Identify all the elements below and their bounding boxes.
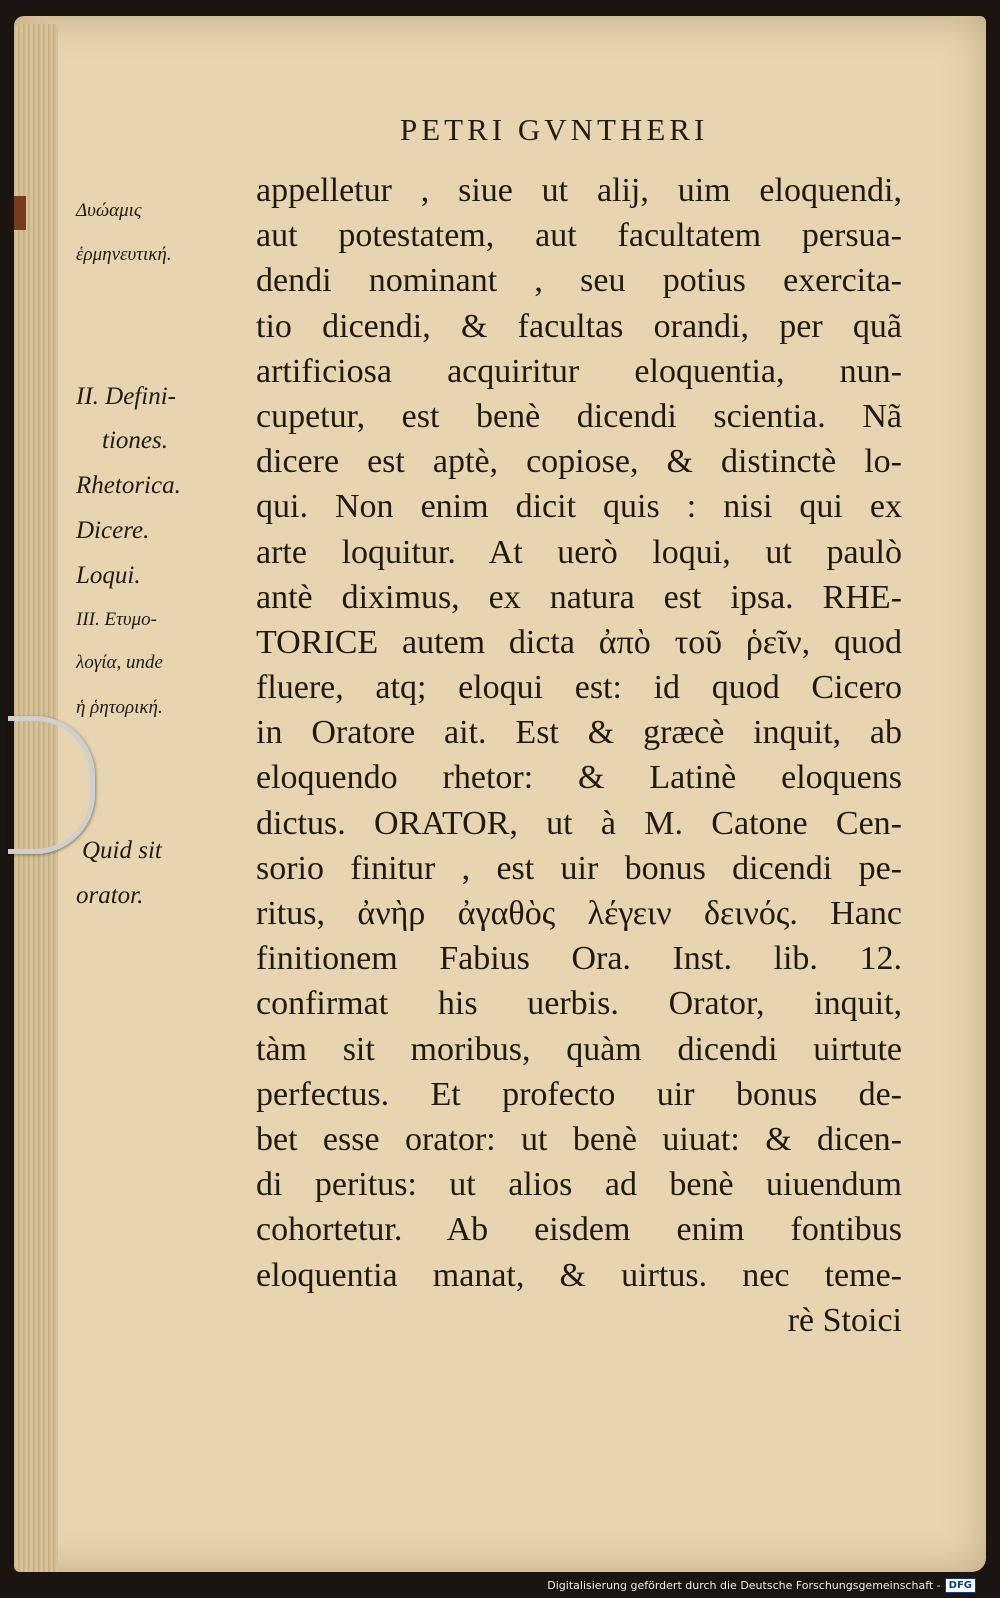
- text-line: appelletur , siue ut alij, uim eloquendi,: [256, 172, 902, 209]
- digitization-footer: [547, 1575, 976, 1595]
- text-line: bet esse orator: ut benè uiuat: & dicen-: [256, 1120, 902, 1158]
- text-line: tàm sit moribus, quàm dicendi uirtute: [256, 1030, 902, 1068]
- text-line: qui. Non enim dicit quis : nisi qui ex: [256, 488, 902, 526]
- margin-note: III. Ετυμο-: [76, 609, 157, 630]
- text-line: tio dicendi, & facultas orandi, per quã: [256, 307, 902, 345]
- margin-note: tiones.: [102, 427, 168, 454]
- margin-note: ἑρμηνευτική.: [76, 244, 172, 265]
- text-line: perfectus. Et profecto uir bonus de-: [256, 1075, 902, 1113]
- text-line: antè diximus, ex natura est ipsa. RHE-: [256, 578, 902, 616]
- margin-note: Loqui.: [76, 562, 141, 589]
- body-text: [256, 168, 902, 1343]
- text-line: fluere, atq; eloqui est: id quod Cicero: [256, 669, 902, 707]
- text-line: arte loquitur. At uerò loqui, ut paulò: [256, 533, 902, 571]
- page-clip: [8, 716, 95, 854]
- text-line: in Oratore ait. Est & græcè inquit, ab: [256, 714, 902, 752]
- text-line: dictus. ORATOR, ut à M. Catone Cen-: [256, 804, 902, 842]
- text-line: dendi nominant , seu potius exercita-: [256, 262, 902, 300]
- binding-strip: [14, 196, 26, 230]
- margin-note: λογία, unde: [76, 652, 163, 673]
- text-line: ritus, ἀνὴρ ἀγαθὸς λέγειν δεινός. Hanc: [256, 895, 902, 932]
- margin-note: Quid sit: [82, 837, 162, 864]
- margin-note: Δυώαμις: [76, 200, 142, 221]
- text-line: dicere est aptè, copiose, & distinctè lo-: [256, 443, 902, 481]
- text-line: eloquendo rhetor: & Latinè eloquens: [256, 759, 902, 797]
- margin-note: II. Defini-: [76, 383, 176, 410]
- margin-note: ἡ ῥητορική.: [76, 697, 163, 718]
- text-line: artificiosa acquiritur eloquentia, nun-: [256, 352, 902, 390]
- running-head: PETRI GVNTHERI: [400, 112, 709, 147]
- text-line: rè Stoici: [787, 1301, 902, 1339]
- text-line: finitionem Fabius Ora. Inst. lib. 12.: [256, 940, 902, 978]
- text-line: sorio finitur , est uir bonus dicendi pe-: [256, 849, 902, 887]
- footer-credit: Digitalisierung gefördert durch die Deutsche Forschungsgemeinschaft -: [547, 1578, 941, 1592]
- text-line: confirmat his uerbis. Orator, inquit,: [256, 985, 902, 1023]
- margin-note: Rhetorica.: [76, 472, 181, 499]
- text-line: di peritus: ut alios ad benè uiuendum: [256, 1166, 902, 1204]
- margin-note: Dicere.: [76, 517, 150, 544]
- text-line: cohortetur. Ab eisdem enim fontibus: [256, 1211, 902, 1249]
- text-line: eloquentia manat, & uirtus. nec teme-: [256, 1256, 902, 1294]
- dfg-logo: DFG: [945, 1578, 976, 1593]
- margin-note: orator.: [76, 882, 144, 909]
- text-line: cupetur, est benè dicendi scientia. Nã: [256, 397, 902, 435]
- text-line: aut potestatem, aut facultatem persua-: [256, 217, 902, 255]
- text-line: TORICE autem dicta ἀπὸ τοῦ ῥεῖν, quod: [256, 623, 902, 661]
